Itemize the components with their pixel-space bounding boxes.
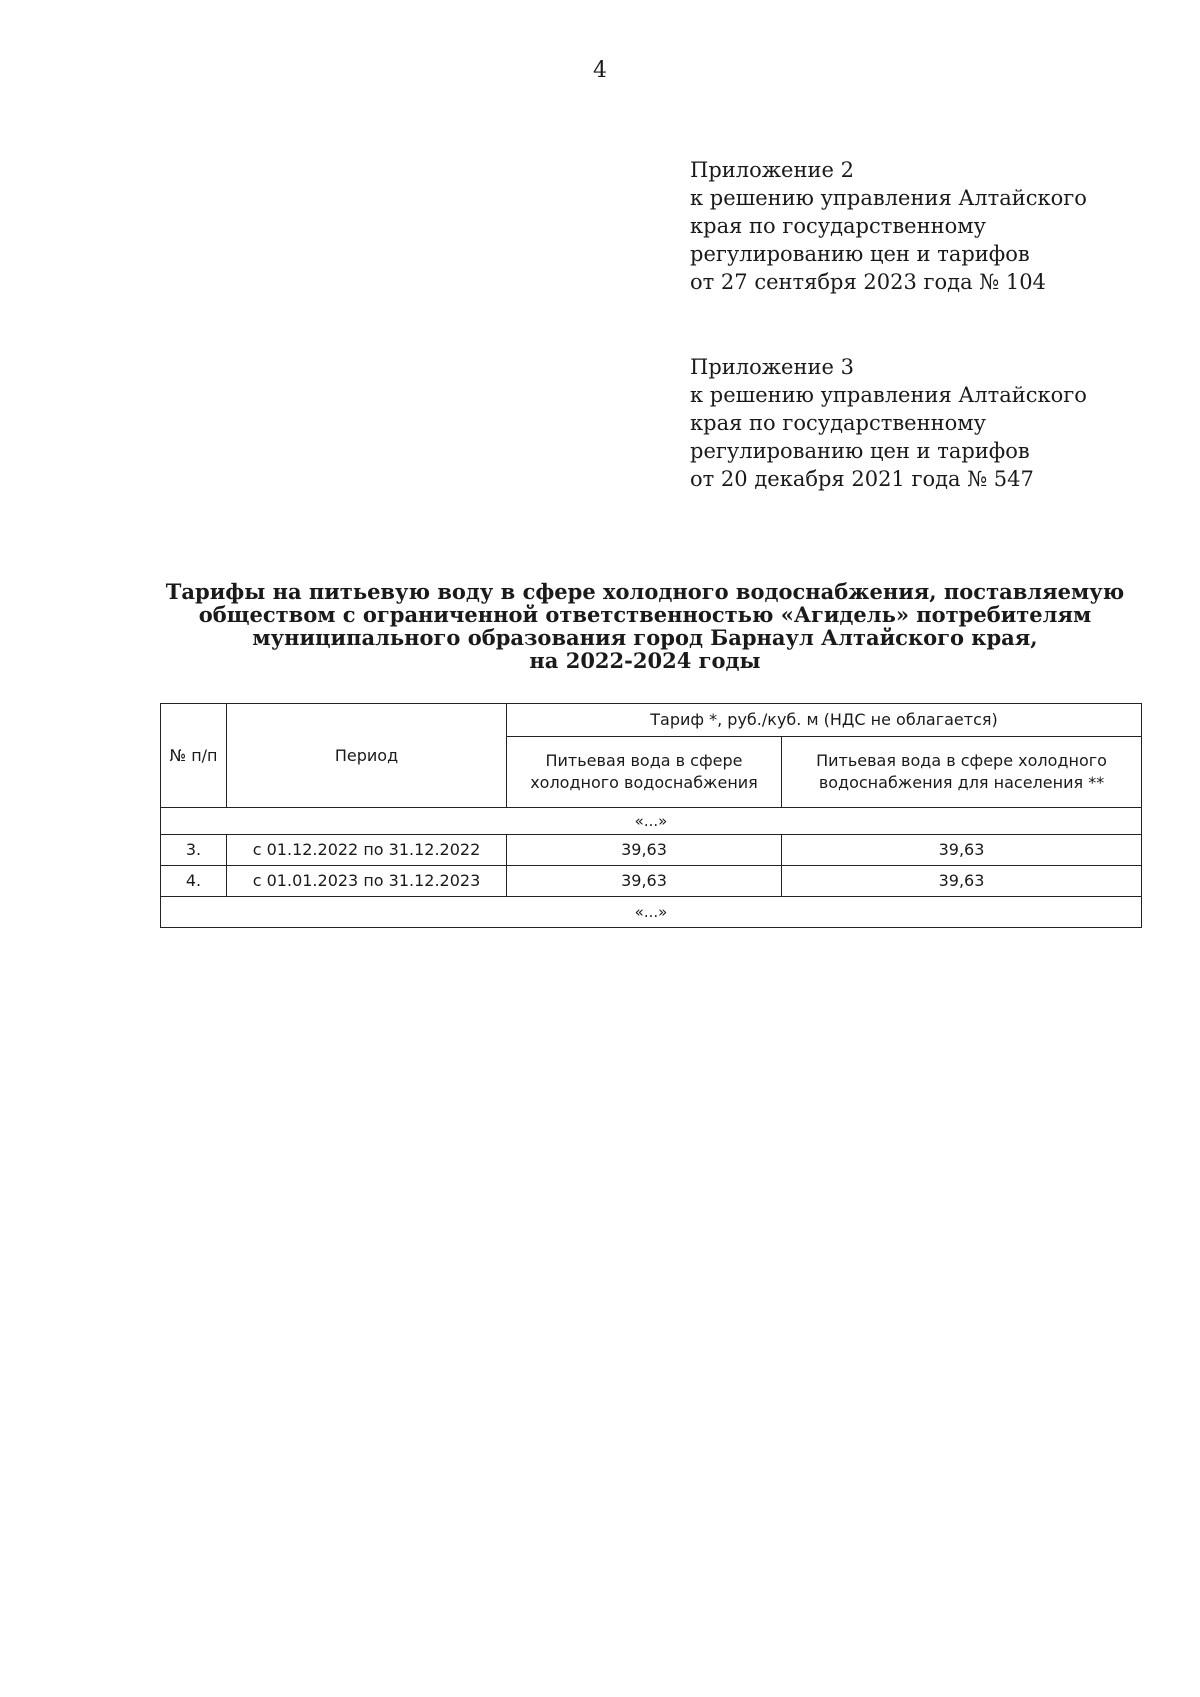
table-row-ellipsis-bottom (161, 897, 1142, 928)
appendix-2-line: Приложение 2 (690, 158, 854, 182)
appendix-2-line: регулированию цен и тарифов (690, 242, 1030, 266)
appendix-3-line: регулированию цен и тарифов (690, 439, 1030, 463)
appendix-2-line: края по государственному (690, 214, 986, 238)
header-period: Период (227, 704, 507, 808)
appendix-3-line: от 20 декабря 2021 года № 547 (690, 467, 1034, 491)
document-title (150, 580, 1140, 672)
appendix-3-block (690, 353, 1160, 493)
title-line: Тарифы на питьевую воду в сфере холодного водоснабжения, поставляемую (165, 579, 1125, 604)
table-row-ellipsis-top (161, 808, 1142, 835)
title-line: на 2022-2024 годы (529, 648, 761, 673)
title-line: обществом с ограниченной ответственностью «Агидель» потребителям (198, 602, 1092, 627)
ellipsis-cell: «...» (161, 808, 1142, 835)
appendix-2-line: от 27 сентября 2023 года № 104 (690, 270, 1046, 294)
ellipsis-cell: «...» (161, 897, 1142, 928)
header-tariff-group: Тариф *, руб./куб. м (НДС не облагается) (507, 704, 1142, 737)
tariff-table (160, 703, 1142, 928)
cell-tariff-a: 39,63 (507, 835, 782, 866)
cell-tariff-a: 39,63 (507, 866, 782, 897)
cell-period: с 01.12.2022 по 31.12.2022 (227, 835, 507, 866)
table-row (161, 835, 1142, 866)
appendix-2-block (690, 156, 1160, 296)
title-line: муниципального образования город Барнаул Алтайского края, (252, 625, 1038, 650)
table-header-row (161, 704, 1142, 737)
appendix-3-line: к решению управления Алтайского (690, 383, 1087, 407)
header-col-b: Питьевая вода в сфере холодного водоснабжения для населения ** (782, 737, 1142, 808)
appendix-3-line: края по государственному (690, 411, 986, 435)
page-number: 4 (593, 58, 607, 83)
header-col-a: Питьевая вода в сфере холодного водоснабжения (507, 737, 782, 808)
cell-num: 3. (161, 835, 227, 866)
header-num: № п/п (161, 704, 227, 808)
cell-num: 4. (161, 866, 227, 897)
table-row (161, 866, 1142, 897)
cell-period: с 01.01.2023 по 31.12.2023 (227, 866, 507, 897)
cell-tariff-b: 39,63 (782, 866, 1142, 897)
appendix-3-line: Приложение 3 (690, 355, 854, 379)
cell-tariff-b: 39,63 (782, 835, 1142, 866)
appendix-2-line: к решению управления Алтайского (690, 186, 1087, 210)
